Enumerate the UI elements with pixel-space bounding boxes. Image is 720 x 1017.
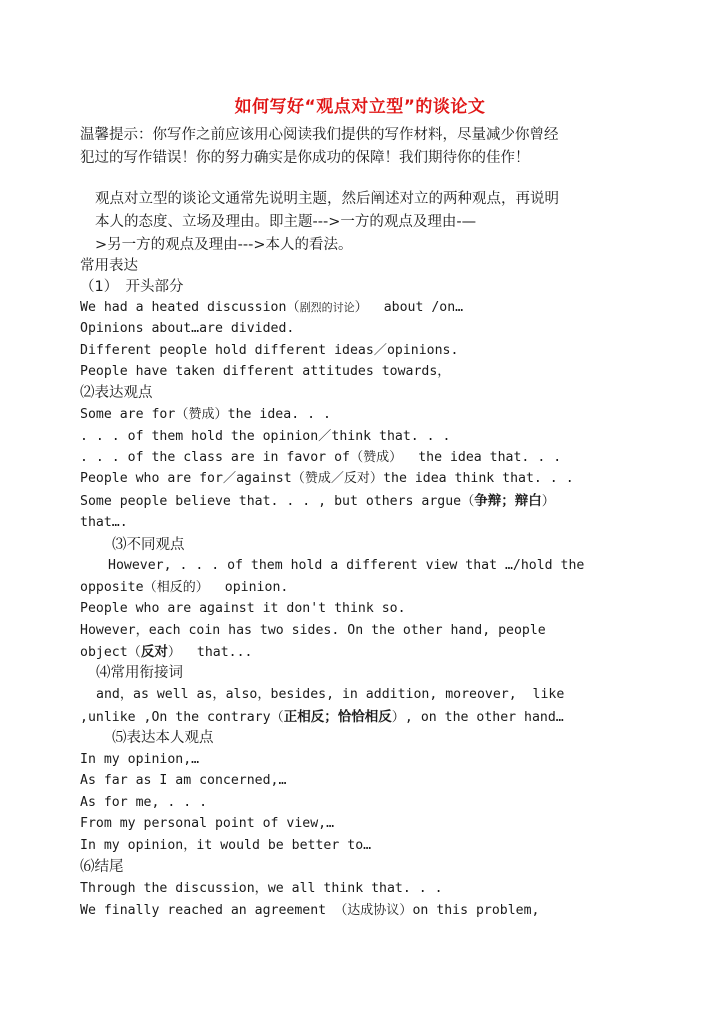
s1-line-2: Opinions about…are divided. bbox=[80, 321, 295, 336]
s5-line-2: As far as I am concerned,… bbox=[80, 773, 287, 788]
s3-l2-gloss: 相反的 bbox=[156, 580, 196, 595]
s1-l1-text-c: ） about /on… bbox=[354, 300, 464, 315]
s5-line-5: In my opinion，it would be better to… bbox=[80, 838, 372, 853]
s2-line-5 bbox=[80, 491, 555, 511]
s2-l5-text-c: ） bbox=[541, 494, 555, 509]
s1-line-3: Different people hold different ideas／opinions. bbox=[80, 343, 459, 358]
s2-l1-text-c: ）the idea. . . bbox=[214, 407, 331, 422]
section-5-heading: ⑸表达本人观点 bbox=[112, 730, 214, 746]
section-6-heading: ⑹结尾 bbox=[80, 859, 124, 875]
s4-line-2 bbox=[80, 707, 564, 727]
s6-l2-gloss: 达成协议 bbox=[347, 903, 400, 918]
s1-l1-gloss: 剧烈的讨论 bbox=[299, 301, 355, 314]
s2-l3-gloss: 赞成 bbox=[363, 450, 390, 465]
s2-line-2: . . . of them hold the opinion／think that. . . bbox=[80, 429, 451, 444]
s3-l5-gloss: 反对 bbox=[140, 644, 168, 660]
tip-line-2: 犯过的写作错误！你的努力确实是你成功的保障！我们期待你的佳作！ bbox=[80, 150, 530, 166]
section-3-heading: ⑶不同观点 bbox=[112, 537, 185, 553]
s2-l4-text-a: People who are for／against（ bbox=[80, 471, 305, 486]
s2-line-3 bbox=[80, 448, 561, 468]
s2-line-1 bbox=[80, 405, 331, 425]
s2-line-4 bbox=[80, 469, 574, 489]
intro-line-1: 观点对立型的谈论文通常先说明主题，然后阐述对立的两种观点，再说明 bbox=[95, 191, 559, 207]
s2-l5-text-a: Some people believe that. . . , but others argue（ bbox=[80, 494, 475, 509]
section-1-heading: （1） 开头部分 bbox=[80, 279, 184, 295]
s3-line-1: However, . . . of them hold a different view that …/hold the bbox=[108, 558, 585, 573]
s2-l3-text-c: ） the idea that. . . bbox=[389, 450, 562, 465]
section-4-heading: ⑷常用衔接词 bbox=[96, 665, 183, 681]
tip-line-1: 温馨提示：你写作之前应该用心阅读我们提供的写作材料，尽量减少你曾经 bbox=[80, 127, 559, 143]
s3-l2-text-a: opposite（ bbox=[80, 580, 157, 595]
section-2-heading: ⑵表达观点 bbox=[80, 385, 153, 401]
s3-l5-text-a: object（ bbox=[80, 645, 141, 660]
s3-l5-text-c: ） that... bbox=[167, 645, 253, 660]
page-title: 如何写好“观点对立型”的谈论文 bbox=[234, 97, 486, 117]
s4-l2-text-a: ,unlike ,On the contrary（ bbox=[80, 710, 284, 725]
s6-l2-text-a: We finally reached an agreement （ bbox=[80, 903, 348, 918]
s2-line-6: that…. bbox=[80, 515, 128, 530]
s2-l1-text-a: Some are for（ bbox=[80, 407, 189, 422]
intro-line-3: >另一方的观点及理由--->本人的看法。 bbox=[95, 237, 353, 253]
s6-line-2 bbox=[80, 901, 540, 921]
s5-line-1: In my opinion,… bbox=[80, 752, 200, 767]
s3-line-2 bbox=[80, 578, 288, 598]
s2-l4-text-c: ）the idea think that. . . bbox=[369, 471, 574, 486]
expressions-heading: 常用表达 bbox=[80, 258, 138, 274]
s1-l1-text-a: We had a heated discussion（ bbox=[80, 300, 300, 315]
s2-l4-gloss: 赞成／反对 bbox=[304, 471, 370, 486]
s2-l1-gloss: 赞成 bbox=[188, 407, 215, 422]
s3-line-4: However，each coin has two sides. On the other hand, people bbox=[80, 623, 546, 638]
s4-line-1: and，as well as，also，besides, in addition, moreover, like bbox=[96, 687, 565, 702]
s4-l2-text-c: ）, on the other hand… bbox=[391, 710, 564, 725]
intro-line-2: 本人的态度、立场及理由。即主题--->一方的观点及理由-— bbox=[95, 214, 477, 230]
s5-line-4: From my personal point of view,… bbox=[80, 816, 335, 831]
s2-l5-gloss: 争辩；辩白 bbox=[474, 493, 542, 509]
s1-line-4: People have taken different attitudes towards， bbox=[80, 364, 451, 379]
s6-l2-text-c: ）on this problem, bbox=[399, 903, 540, 918]
s4-l2-gloss: 正相反；恰恰相反 bbox=[283, 709, 392, 725]
s2-l3-text-a: . . . of the class are in favor of（ bbox=[80, 450, 364, 465]
s5-line-3: As for me, . . . bbox=[80, 795, 208, 810]
s3-line-3: People who are against it don't think so. bbox=[80, 601, 406, 616]
s3-line-5 bbox=[80, 642, 252, 662]
s6-line-1: Through the discussion，we all think that. . . bbox=[80, 881, 443, 896]
s1-line-1 bbox=[80, 298, 463, 318]
s3-l2-text-c: ） opinion. bbox=[195, 580, 289, 595]
